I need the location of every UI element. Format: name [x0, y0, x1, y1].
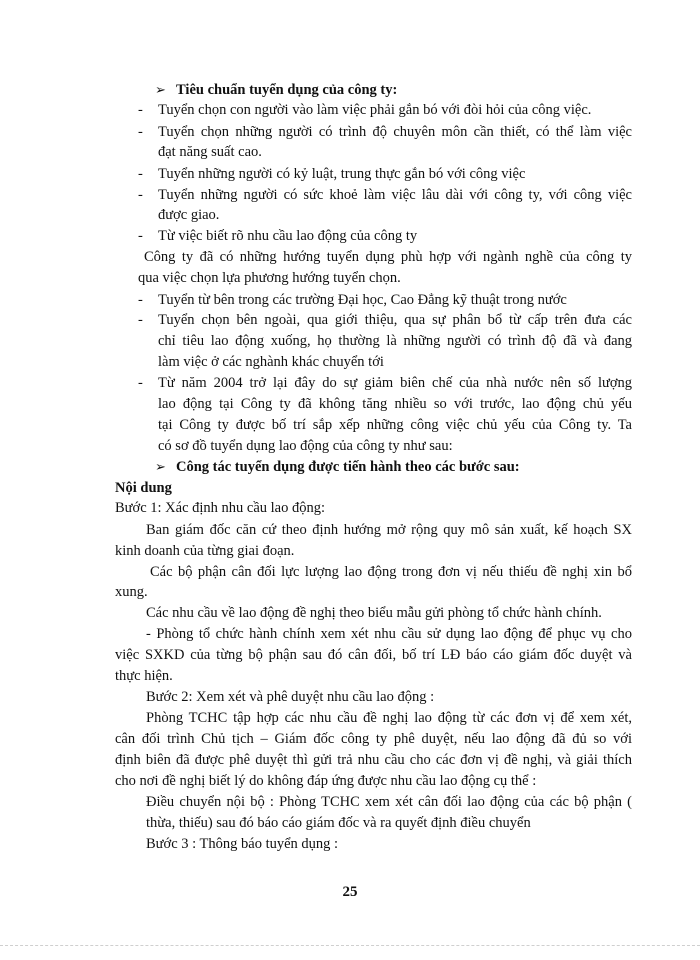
dash-bullet-icon: - [138, 102, 143, 118]
list-item: Từ việc biết rõ nhu cầu lao động của công ty [158, 228, 418, 244]
paragraph-line: cân đối trình Chủ tịch – Giám đốc công ty phê duyệt, nếu lao động đã đủ so với [115, 731, 632, 747]
paragraph-line: thực hiện. [115, 668, 173, 684]
list-item-continuation: đạt năng suất cao. [158, 144, 262, 160]
list-item: Tuyển chọn những người có trình độ chuyên môn cần thiết, có thể làm việc [158, 124, 632, 140]
subheading: Nội dung [115, 480, 172, 496]
section-heading: Công tác tuyển dụng được tiến hành theo các bước sau: [176, 459, 520, 475]
list-item: Tuyển chọn con người vào làm việc phải gắn bó với đòi hỏi của công việc. [158, 102, 592, 118]
dash-bullet-icon: - [138, 228, 143, 244]
list-item-continuation: được giao. [158, 207, 220, 223]
paragraph-line: thừa, thiếu) sau đó báo cáo giám đốc và ra quyết định điều chuyển [146, 815, 531, 831]
list-item-continuation: tại Công ty được bố trí sắp xếp những công việc chủ yếu của Công ty. Ta [158, 417, 632, 433]
list-item: Từ năm 2004 trở lại đây do sự giảm biên chế của nhà nước nên số lượng [158, 375, 632, 391]
paragraph-line: Ban giám đốc căn cứ theo định hướng mở rộng quy mô sản xuất, kế hoạch SX [146, 522, 632, 538]
list-item: Tuyển những người có kỷ luật, trung thực gắn bó với công việc [158, 166, 526, 182]
step-heading: Bước 3 : Thông báo tuyển dụng : [146, 836, 339, 852]
paragraph-line: qua việc chọn lựa phương hướng tuyển chọn. [138, 270, 401, 286]
paragraph-line: Phòng TCHC tập hợp các nhu cầu đề nghị lao động từ các đơn vị để xem xét, [146, 710, 632, 726]
dash-bullet-icon: - [138, 187, 143, 203]
list-item-continuation: chỉ tiêu lao động xuống, họ thường là những người có trình độ đã và đang [158, 333, 632, 349]
list-item-continuation: có sơ đồ tuyển dụng lao động của công ty như sau: [158, 438, 453, 454]
step-heading: Bước 2: Xem xét và phê duyệt nhu cầu lao động : [146, 689, 435, 705]
page-number: 25 [342, 884, 358, 900]
paragraph-line: Các bộ phận cân đối lực lượng lao động trong đơn vị nếu thiếu đề nghị xin bổ [150, 564, 632, 580]
paragraph-line: cho nơi đề nghị biết lý do không đáp ứng được nhu cầu lao động cụ thể : [115, 773, 537, 789]
paragraph-line: Các nhu cầu về lao động đề nghị theo biểu mẫu gửi phòng tổ chức hành chính. [146, 605, 602, 621]
step-heading: Bước 1: Xác định nhu cầu lao động: [115, 500, 326, 516]
list-item: Tuyển từ bên trong các trường Đại học, Cao Đẳng kỹ thuật trong nước [158, 292, 567, 308]
arrow-bullet-icon: ➢ [155, 82, 166, 97]
dash-bullet-icon: - [138, 375, 143, 391]
paragraph-line: - Phòng tổ chức hành chính xem xét nhu cầu sử dụng lao động để phục vụ cho [146, 626, 632, 642]
arrow-bullet-icon: ➢ [155, 459, 166, 474]
list-item: Tuyển những người có sức khoẻ làm việc lâu dài với công ty, với công việc [158, 187, 632, 203]
page-edge-divider [0, 945, 700, 946]
paragraph-line: kinh doanh của từng giai đoạn. [115, 543, 295, 559]
dash-bullet-icon: - [138, 292, 143, 308]
dash-bullet-icon: - [138, 166, 143, 182]
paragraph-line: định biên đã được phê duyệt thì gửi trả nhu cầu cho các đơn vị đề nghị, và giải thích [115, 752, 632, 768]
dash-bullet-icon: - [138, 312, 143, 328]
list-item: Tuyển chọn bên ngoài, qua giới thiệu, qua sự phân bổ từ cấp trên đưa các [158, 312, 632, 328]
paragraph-line: Công ty đã có những hướng tuyển dụng phù hợp với ngành nghề của công ty [144, 249, 632, 265]
paragraph-line: xung. [115, 584, 148, 600]
list-item-continuation: làm việc ở các nghành khác chuyển tới [158, 354, 384, 370]
section-heading: Tiêu chuẩn tuyển dụng của công ty: [176, 82, 398, 98]
dash-bullet-icon: - [138, 124, 143, 140]
list-item-continuation: lao động tại Công ty đã không tăng nhiều so với trước, lao động chủ yếu [158, 396, 632, 412]
paragraph-line: việc SXKD của từng bộ phận sau đó cân đối, bố trí LĐ báo cáo giám đốc duyệt và [115, 647, 632, 663]
paragraph-line: Điều chuyển nội bộ : Phòng TCHC xem xét cân đối lao động của các bộ phận ( [146, 794, 632, 810]
